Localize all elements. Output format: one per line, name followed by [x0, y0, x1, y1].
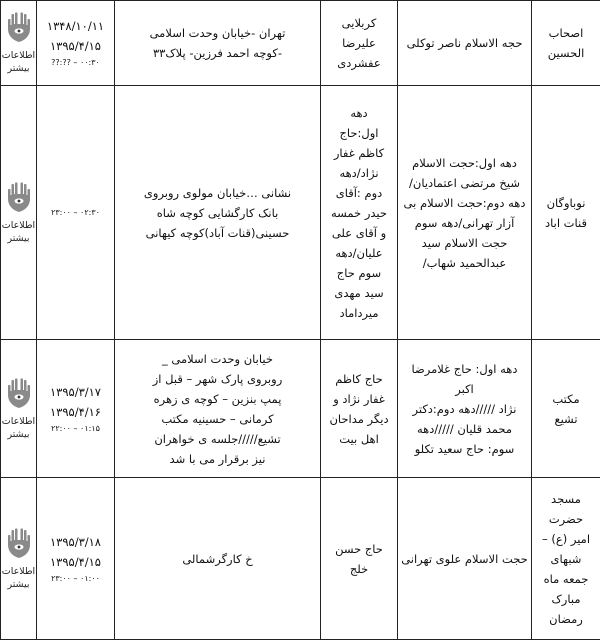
- table-row: [1, 340, 600, 478]
- speaker-line: دهه اول:حجت الاسلام: [401, 153, 528, 173]
- address-line: -کوچه احمد فرزین- پلاک۳۳: [118, 43, 317, 63]
- speaker-line: نژاد /////دهه دوم:دکتر: [401, 399, 528, 419]
- ensemble-name-line: حضرت: [535, 509, 597, 529]
- more-info-label[interactable]: بیشتر: [7, 232, 29, 245]
- more-info-label[interactable]: اطلاعات: [2, 565, 35, 578]
- speaker-line: عبدالحمید شهاب/: [401, 253, 528, 273]
- ensemble-name-line: مکتب: [535, 389, 597, 409]
- reciter-line: غفار نژاد و: [324, 389, 394, 409]
- speaker-line: حجت الاسلام علوی تهرانی: [401, 549, 528, 569]
- date-line: ۱۳۹۵/۴/۱۵: [40, 36, 111, 56]
- ensemble-name-cell: [532, 340, 600, 478]
- reciter-line: اول:حاج: [324, 123, 394, 143]
- reciter-cell: [321, 340, 398, 478]
- more-info-box[interactable]: [4, 11, 33, 75]
- more-info-label[interactable]: اطلاعات: [2, 415, 35, 428]
- time-range: ۰۲:۳۰ – ۲۳:۰۰: [40, 206, 111, 220]
- date-line: ۱۳۹۵/۳/۱۷: [40, 382, 111, 402]
- speaker-line: سوم: حاج سعید تکلو: [401, 439, 528, 459]
- address-line: خیابان وحدت اسلامی _: [118, 349, 317, 369]
- more-info-button[interactable]: [1, 1, 37, 86]
- address-line: نشانی …خیابان مولوی روبروی: [118, 183, 317, 203]
- speaker-line: محمد قلیان /////دهه: [401, 419, 528, 439]
- table-row: [1, 1, 600, 86]
- address-line: روبروی پارک شهر – قبل از: [118, 369, 317, 389]
- more-info-label[interactable]: بیشتر: [7, 62, 29, 75]
- date-line: ۱۳۹۵/۴/۱۵: [40, 552, 111, 572]
- more-info-button[interactable]: [1, 86, 37, 340]
- address-cell: [115, 478, 321, 640]
- reciter-line: سوم حاج: [324, 263, 394, 283]
- reciter-line: کاظم غفار: [324, 143, 394, 163]
- dates-cell: [37, 340, 115, 478]
- address-line: پمپ بنزین – کوچه ی زهره: [118, 389, 317, 409]
- more-info-label[interactable]: بیشتر: [7, 428, 29, 441]
- table-row: [1, 86, 600, 340]
- time-range: ۰۱:۰۰ – ۲۳:۰۰: [40, 572, 111, 586]
- ensemble-name-line: امیر (ع) –: [535, 529, 597, 549]
- ensemble-name-line: اصحاب: [535, 23, 597, 43]
- reciter-cell: [321, 86, 398, 340]
- reciter-line: دوم :آقای: [324, 183, 394, 203]
- ensemble-name-line: شبهای: [535, 549, 597, 569]
- reciter-line: نژاد/دهه: [324, 163, 394, 183]
- time-range: ۰۰:۳۰ – ??:??: [40, 56, 111, 70]
- ensemble-name-line: مسجد: [535, 489, 597, 509]
- address-cell: [115, 86, 321, 340]
- reciter-line: دهه: [324, 103, 394, 123]
- ensemble-name-line: الحسین: [535, 43, 597, 63]
- time-range: ۰۱:۱۵ – ۲۲:۰۰: [40, 422, 111, 436]
- dates-cell: [37, 86, 115, 340]
- more-info-box[interactable]: [4, 377, 33, 441]
- date-line: ۱۳۴۸/۱۰/۱۱: [40, 16, 111, 36]
- address-line: بانک کارگشایی کوچه شاه: [118, 203, 317, 223]
- dates-cell: [37, 1, 115, 86]
- speaker-cell: [398, 1, 532, 86]
- date-line: ۱۳۹۵/۳/۱۸: [40, 532, 111, 552]
- hamsa-hand-icon[interactable]: [6, 377, 32, 415]
- reciter-line: حیدر خمسه: [324, 203, 394, 223]
- more-info-box[interactable]: [4, 527, 33, 591]
- reciter-line: علیرضا: [324, 33, 394, 53]
- table-row: [1, 478, 600, 640]
- reciter-cell: [321, 1, 398, 86]
- address-line: کرمانی – حسینیه مکتب: [118, 409, 317, 429]
- reciter-line: خلج: [324, 559, 394, 579]
- more-info-label[interactable]: بیشتر: [7, 578, 29, 591]
- ensemble-name-cell: [532, 478, 600, 640]
- reciter-line: علیان/دهه: [324, 243, 394, 263]
- reciter-line: سید مهدی: [324, 283, 394, 303]
- hamsa-hand-icon[interactable]: [6, 181, 32, 219]
- address-line: حسینی(قنات آباد)کوچه کیهانی: [118, 223, 317, 243]
- reciter-line: حاج حسن: [324, 539, 394, 559]
- speaker-cell: [398, 86, 532, 340]
- ensemble-name-line: تشیع: [535, 409, 597, 429]
- speaker-line: آزار تهرانی/دهه سوم: [401, 213, 528, 233]
- event-table-body: [1, 1, 600, 640]
- reciter-line: و آقای علی: [324, 223, 394, 243]
- reciter-cell: [321, 478, 398, 640]
- speaker-line: حجه الاسلام ناصر توکلی: [401, 33, 528, 53]
- reciter-line: حاج کاظم: [324, 369, 394, 389]
- ensemble-name-line: نوباوگان: [535, 193, 597, 213]
- ensemble-name-line: قنات اباد: [535, 213, 597, 233]
- more-info-box[interactable]: [4, 181, 33, 245]
- speaker-line: دهه اول: حاج غلامرضا اکبر: [401, 359, 528, 399]
- speaker-cell: [398, 340, 532, 478]
- dates-cell: [37, 478, 115, 640]
- more-info-label[interactable]: اطلاعات: [2, 49, 35, 62]
- address-cell: [115, 340, 321, 478]
- reciter-line: کربلایی: [324, 13, 394, 33]
- address-line: نیز برقرار می با شد: [118, 449, 317, 469]
- reciter-line: اهل بیت: [324, 429, 394, 449]
- more-info-button[interactable]: [1, 478, 37, 640]
- address-line: تهران -خیابان وحدت اسلامی: [118, 23, 317, 43]
- speaker-cell: [398, 478, 532, 640]
- ensemble-name-cell: [532, 1, 600, 86]
- more-info-button[interactable]: [1, 340, 37, 478]
- hamsa-hand-icon[interactable]: [6, 11, 32, 49]
- speaker-line: حجت الاسلام سید: [401, 233, 528, 253]
- speaker-line: دهه دوم:حجت الاسلام بی: [401, 193, 528, 213]
- date-line: ۱۳۹۵/۴/۱۶: [40, 402, 111, 422]
- ensemble-name-line: جمعه ماه: [535, 569, 597, 589]
- ensemble-name-line: رمضان: [535, 609, 597, 629]
- hamsa-hand-icon[interactable]: [6, 527, 32, 565]
- address-line: تشیع/////جلسه ی خواهران: [118, 429, 317, 449]
- address-line: خ کارگرشمالی: [118, 549, 317, 569]
- reciter-line: عفشردی: [324, 53, 394, 73]
- ensemble-name-cell: [532, 86, 600, 340]
- speaker-line: شیخ مرتضی اعتمادیان/: [401, 173, 528, 193]
- address-cell: [115, 1, 321, 86]
- reciter-line: دیگر مداحان: [324, 409, 394, 429]
- reciter-line: میرداماد: [324, 303, 394, 323]
- ensemble-name-line: مبارک: [535, 589, 597, 609]
- more-info-label[interactable]: اطلاعات: [2, 219, 35, 232]
